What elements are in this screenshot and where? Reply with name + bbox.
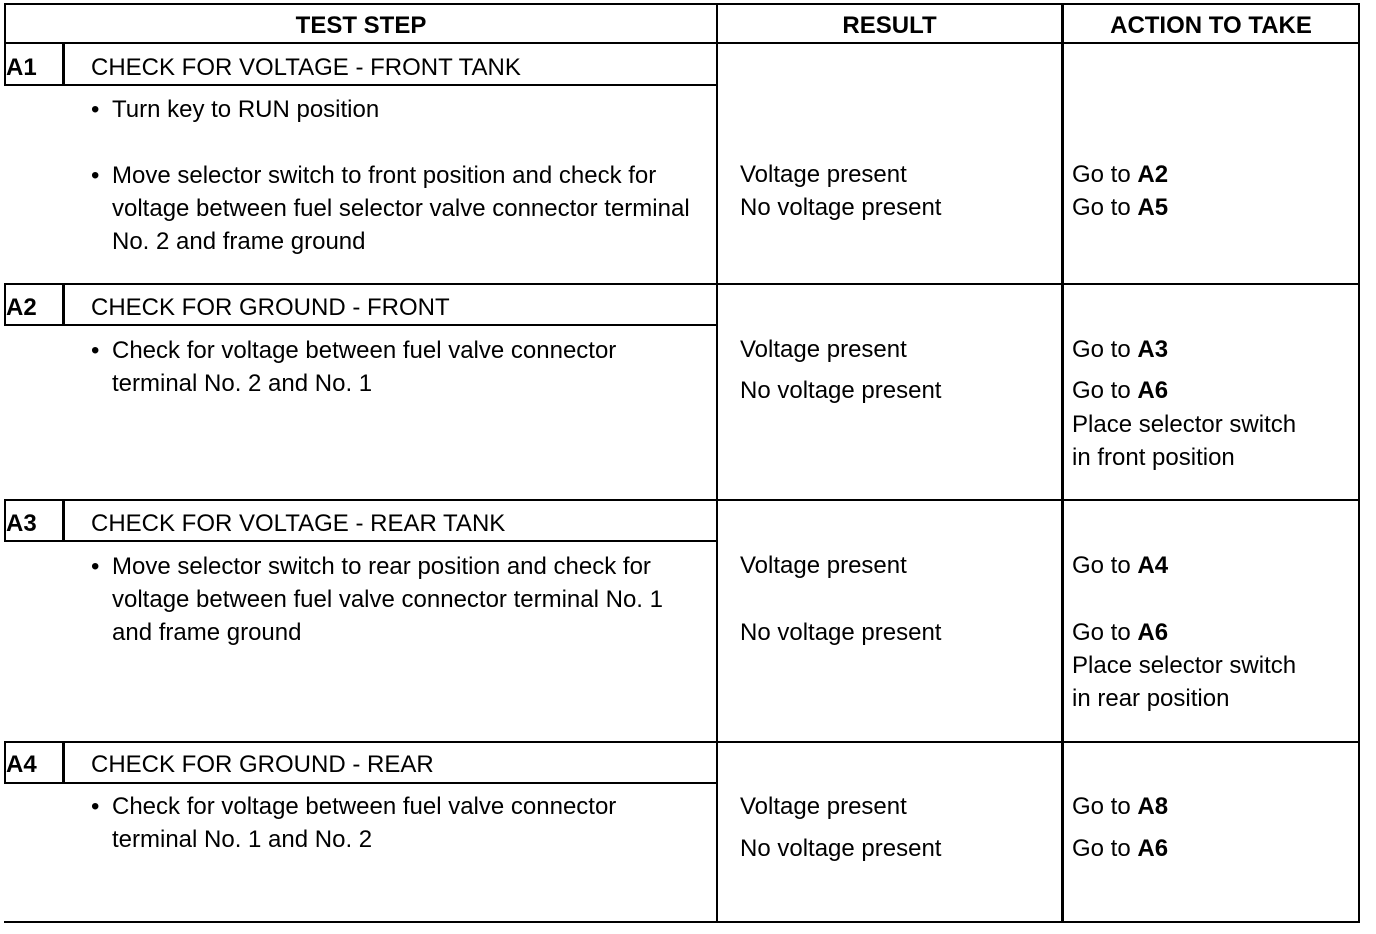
step-code-a1: A1 [6,54,37,81]
step-bullet-a2-1 [91,334,703,400]
column-divider-result [716,3,718,923]
a1-title-underline [4,84,717,86]
bullet-glyph: • [91,337,100,364]
section-divider-a3 [4,499,1360,501]
table-right-border [1358,3,1360,923]
section-divider-a2 [4,283,1360,285]
action-prefix: Go to [1072,336,1138,363]
header-result: RESULT [842,12,937,39]
bullet-text: Check for voltage between fuel valve connector terminal No. 1 and No. 2 [112,793,617,853]
column-divider-action [1061,3,1064,923]
action-target-link[interactable]: A3 [1137,336,1169,363]
section-divider-a4 [4,741,1360,743]
a4-title-underline [4,782,717,784]
action-a3-2 [1072,616,1168,649]
step-bullet-a1-1 [91,93,703,126]
action-prefix: Go to [1072,377,1138,404]
action-a1-2 [1072,191,1168,224]
action-a2-2 [1072,374,1168,407]
result-a1-2: No voltage present [740,194,942,221]
action-a2-1 [1072,333,1168,366]
table-top-border [4,3,1360,5]
header-action: ACTION TO TAKE [1110,12,1312,39]
step-title-a3: CHECK FOR VOLTAGE - REAR TANK [91,510,506,537]
bullet-text: Move selector switch to rear position and check for voltage between fuel valve connector terminal No. 1 and frame ground [112,553,663,646]
result-a3-2: No voltage present [740,619,942,646]
action-target-link[interactable]: A6 [1137,619,1169,646]
action-prefix: Go to [1072,194,1138,221]
bullet-text: Turn key to RUN position [112,96,380,123]
action-prefix: Go to [1072,619,1138,646]
result-a1-1: Voltage present [740,161,907,188]
action-prefix: Go to [1072,835,1138,862]
step-title-a2: CHECK FOR GROUND - FRONT [91,294,450,321]
action-target-link[interactable]: A6 [1137,835,1169,862]
action-target-link[interactable]: A4 [1137,552,1169,579]
a3-title-underline [4,540,717,542]
action-note-a3-1: Place selector switch [1072,652,1297,679]
result-a4-1: Voltage present [740,793,907,820]
action-target-link[interactable]: A6 [1137,377,1169,404]
action-a1-1 [1072,158,1168,191]
bullet-glyph: • [91,162,100,189]
step-title-a4: CHECK FOR GROUND - REAR [91,751,434,778]
step-code-a3: A3 [6,510,37,537]
bullet-text: Check for voltage between fuel valve connector terminal No. 2 and No. 1 [112,337,617,397]
header-test-step: TEST STEP [295,12,427,39]
result-a2-2: No voltage present [740,377,942,404]
action-note-a2-1: Place selector switch [1072,411,1297,438]
step-title-a1: CHECK FOR VOLTAGE - FRONT TANK [91,54,521,81]
step-code-a4: A4 [6,751,37,778]
bullet-glyph: • [91,793,100,820]
bullet-glyph: • [91,96,100,123]
action-target-link[interactable]: A2 [1137,161,1169,188]
step-bullet-a3-1 [91,550,703,649]
step-bullet-a1-2 [91,159,703,258]
a2-title-underline [4,324,717,326]
action-note-a3-2: in rear position [1072,685,1230,712]
bullet-glyph: • [91,553,100,580]
table-bottom-border [4,921,1360,923]
result-a2-1: Voltage present [740,336,907,363]
step-code-a2: A2 [6,294,37,321]
result-a4-2: No voltage present [740,835,942,862]
action-target-link[interactable]: A8 [1137,793,1169,820]
step-bullet-a4-1 [91,790,703,856]
action-note-a2-2: in front position [1072,444,1235,471]
header-bottom-border [4,42,1360,44]
a4-code-box-divider [62,742,65,784]
bullet-text: Move selector switch to front position and check for voltage between fuel selector valve connector terminal No. 2 and frame ground [112,162,690,255]
action-a4-2 [1072,832,1168,865]
action-target-link[interactable]: A5 [1137,194,1169,221]
action-a4-1 [1072,790,1168,823]
action-prefix: Go to [1072,552,1138,579]
action-a3-1 [1072,549,1168,582]
action-prefix: Go to [1072,793,1138,820]
a2-code-box-divider [62,284,65,326]
action-prefix: Go to [1072,161,1138,188]
result-a3-1: Voltage present [740,552,907,579]
a3-code-box-divider [62,500,65,542]
a1-code-box-divider [62,43,65,86]
